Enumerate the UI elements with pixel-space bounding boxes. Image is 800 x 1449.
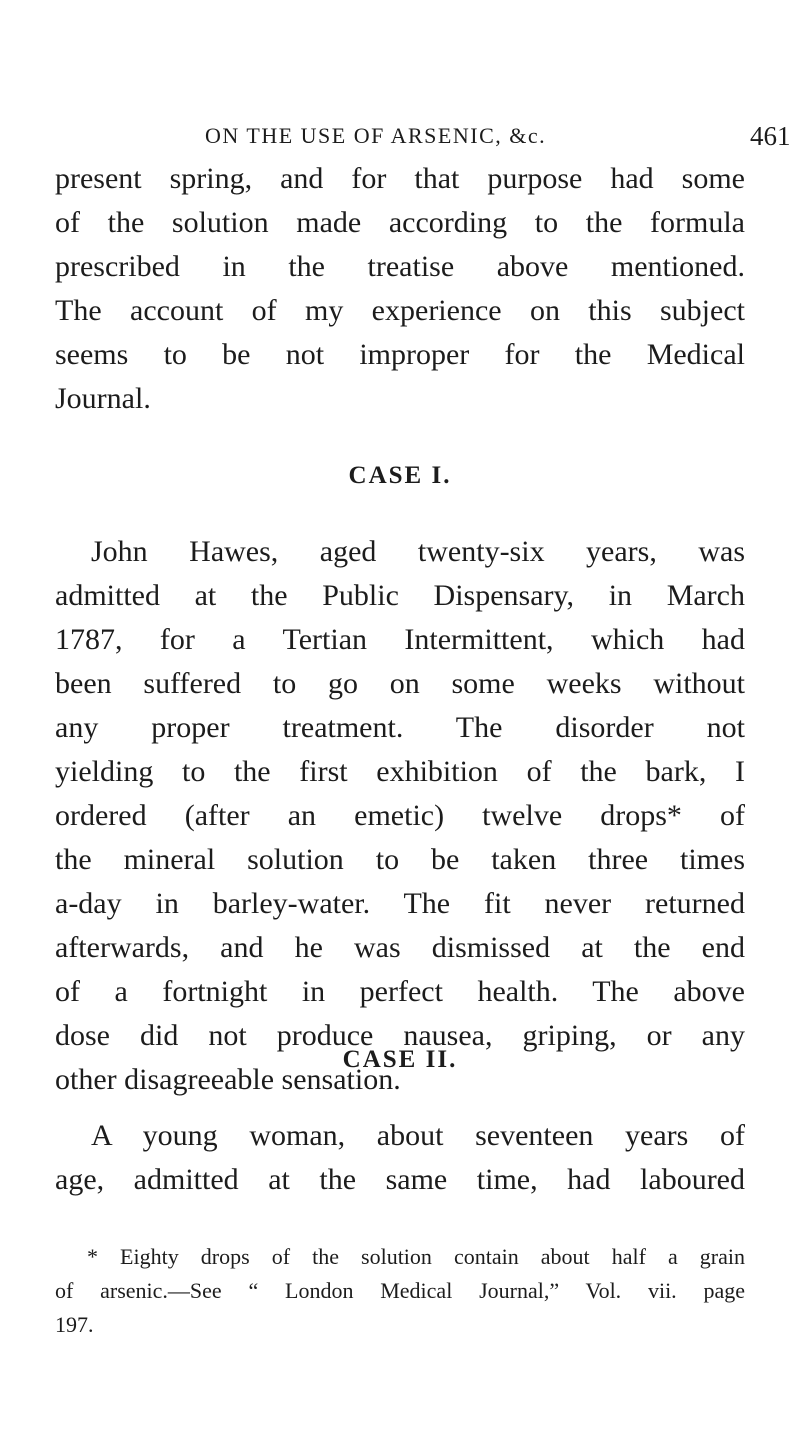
text-line: admitted at the Public Dispensary, in March	[55, 579, 745, 612]
footnote-line: of arsenic.—See “ London Medical Journal,” Vol. vii. page	[55, 1278, 745, 1303]
text-line: John Hawes, aged twenty-six years, was	[91, 535, 745, 568]
running-head	[205, 118, 791, 154]
text-line: prescribed in the treatise above mentioned.	[55, 250, 745, 283]
text-line: afterwards, and he was dismissed at the end	[55, 931, 745, 964]
text-line: seems to be not improper for the Medical	[55, 338, 745, 371]
text-line: Journal.	[55, 382, 151, 415]
text-line: other disagreeable sensation.	[55, 1063, 401, 1096]
text-line: 1787, for a Tertian Intermittent, which had	[55, 623, 745, 656]
footnote-line: 197.	[55, 1312, 94, 1337]
text-line: dose did not produce nausea, griping, or any	[55, 1019, 745, 1052]
text-line: The account of my experience on this subject	[55, 294, 745, 327]
text-line: of the solution made according to the formula	[55, 206, 745, 239]
text-line: of a fortnight in perfect health. The above	[55, 975, 745, 1008]
case-1-paragraph	[55, 530, 745, 1102]
text-line: any proper treatment. The disorder not	[55, 711, 745, 744]
text-line: A young woman, about seventeen years of	[91, 1119, 745, 1152]
case-1-heading: CASE I.	[348, 462, 452, 489]
page-number: 461	[750, 121, 791, 151]
text-line: yielding to the first exhibition of the bark, I	[55, 755, 745, 788]
text-line: ordered (after an emetic) twelve drops* of	[55, 799, 745, 832]
case-2-heading: CASE II.	[342, 1046, 458, 1073]
footnote	[55, 1240, 745, 1342]
text-line: the mineral solution to be taken three times	[55, 843, 745, 876]
case-2-paragraph	[55, 1114, 745, 1202]
footnote-line: * Eighty drops of the solution contain about half a grain	[87, 1244, 745, 1269]
text-line: age, admitted at the same time, had laboured	[55, 1163, 745, 1196]
running-title: ON THE USE OF ARSENIC, &c.	[205, 123, 547, 148]
text-line: a-day in barley-water. The fit never returned	[55, 887, 745, 920]
text-line: been suffered to go on some weeks without	[55, 667, 745, 700]
opening-paragraph	[55, 157, 745, 421]
text-line: present spring, and for that purpose had some	[55, 162, 745, 195]
